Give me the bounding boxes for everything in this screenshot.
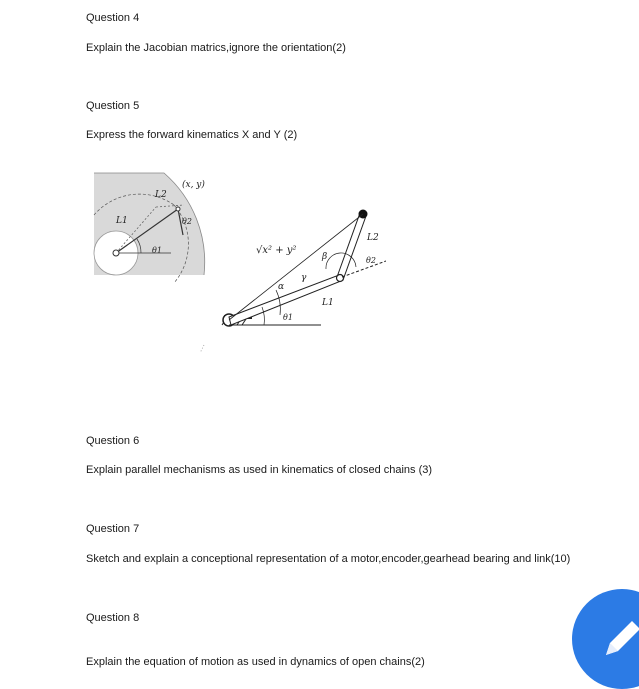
left-label-theta1: θ1	[152, 246, 162, 255]
question-4-text: Explain the Jacobian matrics,ignore the orientation(2)	[86, 42, 346, 54]
right-label-gamma: γ	[301, 273, 307, 283]
question-4-heading: Question 4	[86, 12, 140, 24]
question-8-text: Explain the equation of motion as used in dynamics of open chains(2)	[86, 656, 425, 668]
left-label-point: (x, y)	[182, 180, 205, 190]
question-5-heading: Question 5	[86, 100, 140, 112]
right-label-theta2: θ2	[366, 256, 376, 265]
question-6-heading: Question 6	[86, 435, 140, 447]
left-label-L1: L1	[116, 216, 128, 226]
kinematics-figure	[86, 165, 386, 355]
right-label-beta: β	[322, 252, 328, 262]
question-7-heading: Question 7	[86, 523, 140, 535]
right-label-L1: L1	[322, 298, 334, 308]
right-label-theta1: θ1	[283, 313, 293, 322]
left-label-theta2: θ2	[182, 217, 192, 226]
pencil-icon	[594, 609, 639, 669]
question-5-text: Express the forward kinematics X and Y (2)	[86, 129, 298, 141]
question-8-heading: Question 8	[86, 612, 140, 624]
edit-fab-button[interactable]	[572, 589, 639, 689]
question-7-text: Sketch and explain a conceptional representation of a motor,encoder,gearhead bearing and link(10)	[86, 553, 571, 565]
right-label-alpha: α	[278, 282, 285, 292]
left-label-L2: L2	[155, 190, 167, 200]
question-6-text: Explain parallel mechanisms as used in kinematics of closed chains (3)	[86, 464, 433, 476]
right-label-L2: L2	[367, 233, 379, 243]
right-label-dist: √x² + y²	[256, 245, 297, 256]
